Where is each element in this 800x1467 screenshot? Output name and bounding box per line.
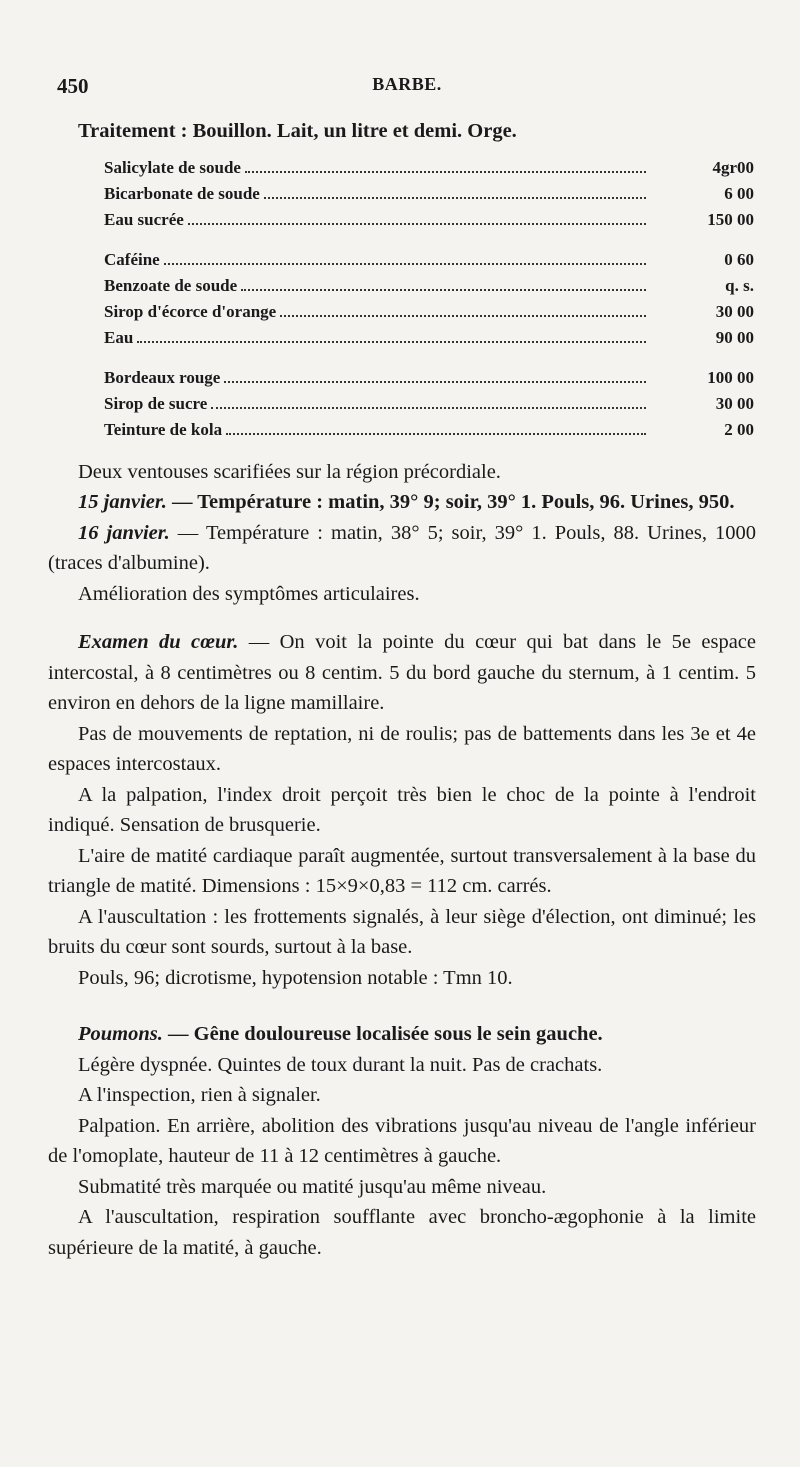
prescription-item <box>104 365 754 391</box>
para-matite: L'aire de matité cardiaque paraît augmentée, surtout transversalement à la base du triangle de matité. Dimensions : 15×9×0,83 = 112 cm. carrés. <box>48 844 756 897</box>
ingredient-name: Eau <box>104 327 134 347</box>
para-palpation: A la palpation, l'index droit perçoit très bien le choc de la pointe à l'endroit indiqué. Sensation de brusquerie. <box>48 783 756 836</box>
ingredient-quantity: 90 00 <box>715 327 754 347</box>
ingredient-name: Caféine <box>104 249 160 269</box>
prescription-item <box>104 391 754 417</box>
para-submatite: Submatité très marquée ou matité jusqu'au même niveau. <box>78 1175 547 1198</box>
ingredient-quantity: 0 60 <box>724 249 754 269</box>
dot-leader <box>188 223 646 225</box>
label-examen-coeur: Examen du cœur. <box>78 631 239 653</box>
prescription-group <box>104 247 754 351</box>
prescription-item <box>104 417 754 443</box>
dot-leader <box>264 197 646 199</box>
ingredient-quantity: 4gr00 <box>712 157 754 177</box>
prescription-list <box>104 155 754 443</box>
para-dyspnee: Légère dyspnée. Quintes de toux durant la nuit. Pas de crachats. <box>78 1053 603 1076</box>
prescription-item <box>104 325 754 351</box>
ingredient-quantity: 2 00 <box>724 419 754 439</box>
ingredient-name: Benzoate de soude <box>104 275 238 295</box>
dot-leader <box>137 341 646 343</box>
prescription-item <box>104 247 754 273</box>
ingredient-quantity: 150 00 <box>707 209 754 229</box>
text-jan15: — Température : matin, 39° 9; soir, 39° 1. Pouls, 96. Urines, 950. <box>166 491 735 513</box>
para-amelioration: Amélioration des symptômes articulaires. <box>78 582 420 605</box>
dot-leader <box>224 381 646 383</box>
ingredient-name: Salicylate de soude <box>104 157 241 177</box>
running-title: BARBE. <box>372 74 442 94</box>
ingredient-quantity: 30 00 <box>715 301 754 321</box>
para-inspection: A l'inspection, rien à signaler. <box>78 1084 321 1106</box>
para-jan16 <box>48 518 756 579</box>
ingredient-quantity: 6 00 <box>724 183 754 203</box>
ingredient-name: Sirop d'écorce d'orange <box>104 301 277 321</box>
para-jan15 <box>48 487 756 518</box>
ingredient-name: Bordeaux rouge <box>104 367 221 387</box>
para-ventouses: Deux ventouses scarifiées sur la région précordiale. <box>78 460 501 483</box>
dot-leader <box>164 263 646 265</box>
page-number: 450 <box>57 74 89 98</box>
dot-leader <box>241 289 646 291</box>
date-label-jan16: 16 janvier. <box>78 521 170 544</box>
prescription-item <box>104 273 754 299</box>
para-pouls: Pouls, 96; dicrotisme, hypotension notable : Tmn 10. <box>78 966 513 989</box>
ingredient-name: Bicarbonate de soude <box>104 183 260 203</box>
treatment-title: Traitement : Bouillon. Lait, un litre et demi. Orge. <box>78 120 517 142</box>
ingredient-quantity: 100 00 <box>707 367 754 387</box>
date-label-jan15: 15 janvier. <box>78 491 167 513</box>
prescription-group <box>104 155 754 233</box>
para-auscultation: A l'auscultation : les frottements signalés, à leur siège d'élection, ont diminué; les bruits du cœur sont sourds, surtout à la base. <box>48 905 756 958</box>
para-auscultation-poumons: A l'auscultation, respiration soufflante avec broncho-ægophonie à la limite supérieure de la matité, à gauche. <box>48 1206 756 1259</box>
prescription-item <box>104 299 754 325</box>
dot-leader <box>280 315 646 317</box>
dot-leader <box>245 171 646 173</box>
page-header <box>57 74 757 106</box>
label-poumons: Poumons. <box>78 1023 163 1045</box>
ingredient-quantity: q. s. <box>725 275 754 295</box>
ingredient-name: Teinture de kola <box>104 419 223 439</box>
prescription-group <box>104 365 754 443</box>
para-poumons <box>48 1019 756 1050</box>
dot-leader <box>226 433 646 435</box>
text-jan16: — Température : matin, 38° 5; soir, 39° 1. Pouls, 88. Urines, 1000 (traces d'albumine). <box>48 521 756 574</box>
prescription-item <box>104 181 754 207</box>
dot-leader <box>211 407 646 409</box>
para-palpation-poumons: Palpation. En arrière, abolition des vibrations jusqu'au niveau de l'angle inférieur de l'omoplate, hauteur de 11 à 12 centimètres à gauche. <box>48 1114 756 1167</box>
text-examen-coeur: — On voit la pointe du cœur qui bat dans le 5e espace intercostal, à 8 centimètres ou 8 centim. 5 du bord gauche du sternum, à 1 centim. 5 environ en dehors de la ligne mamillaire. <box>48 631 757 714</box>
page-content <box>48 116 756 1263</box>
para-coeur <box>48 627 756 719</box>
text-poumons: — Gêne douloureuse localisée sous le sein gauche. <box>162 1023 603 1045</box>
prescription-item <box>104 207 754 233</box>
ingredient-name: Eau sucrée <box>104 209 184 229</box>
prescription-item <box>104 155 754 181</box>
ingredient-name: Sirop de sucre <box>104 393 208 413</box>
para-reptation: Pas de mouvements de reptation, ni de roulis; pas de battements dans les 3e et 4e espaces intercostaux. <box>48 722 756 775</box>
ingredient-quantity: 30 00 <box>715 393 754 413</box>
